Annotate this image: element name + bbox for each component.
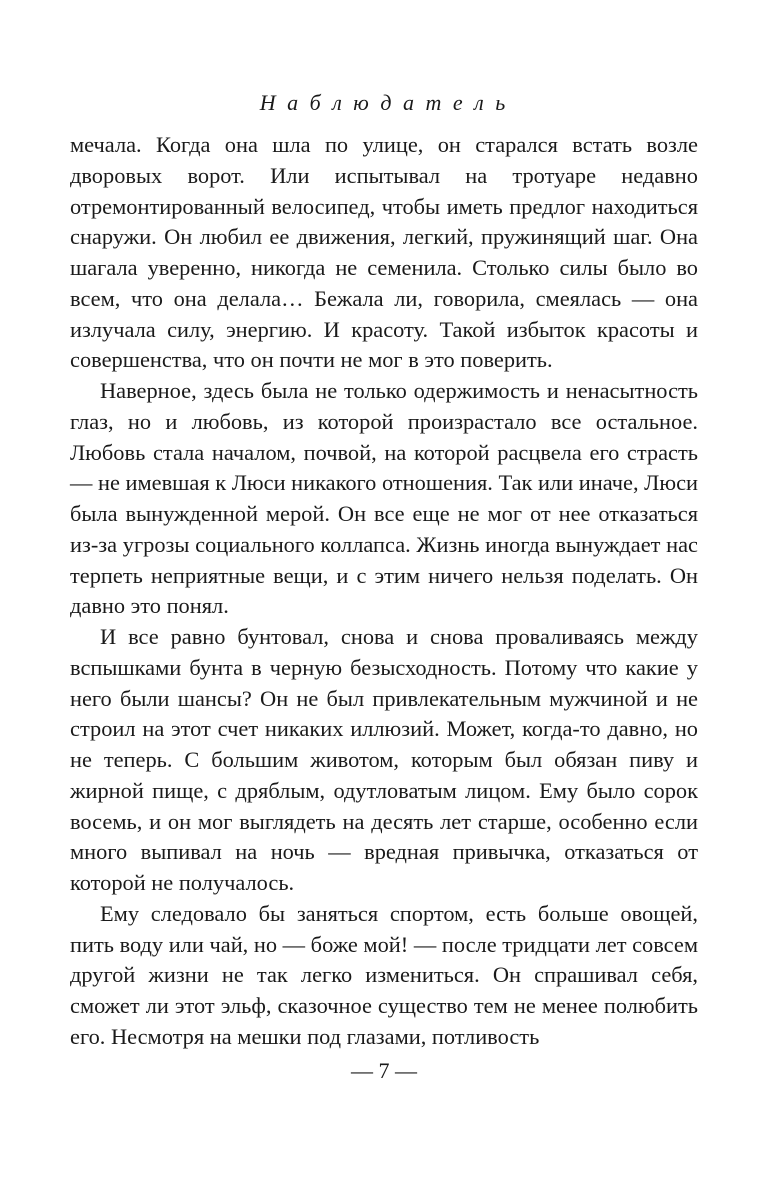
paragraph-4: Ему следовало бы заняться спортом, есть больше овощей, пить воду или чай, но — боже мой! — после тридцати лет совсем другой жизни не так легко измениться. Он спрашивал себя, сможет ли этот эльф, сказочное существо тем не менее полюбить его. Несмотря на мешки под глазами, потливость — [70, 900, 698, 1049]
body-text — [70, 130, 698, 1053]
paragraph-1: мечала. Когда она шла по улице, он старался встать возле дворовых ворот. Или испытывал на тротуаре недавно отремонтированный велосипед, чтобы иметь предлог находиться снаружи. Он любил ее движения, легкий, пружинящий шаг. Она шагала уверенно, никогда не семенила. Столько силы было во всем, что она делала… Бежала ли, говорила, смеялась — она излучала силу, энергию. И красоту. Такой избыток красоты и совершенства, что он почти не мог в это поверить. — [70, 132, 698, 373]
running-head: Н а б л ю д а т е л ь — [259, 90, 509, 115]
page-number: — 7 — — [351, 1058, 417, 1083]
paragraph-2: Наверное, здесь была не только одержимость и ненасытность глаз, но и любовь, из которой произрастало все остальное. Любовь стала началом, почвой, на которой расцвела его страсть — не имевшая к Люси никакого отношения. Так или иначе, Люси была вынужденной мерой. Он все еще не мог от нее отказаться из-за угрозы социального коллапса. Жизнь иногда вынуждает нас терпеть неприятные вещи, и с этим ничего нельзя поделать. Он давно это понял. — [70, 378, 698, 619]
paragraph-3: И все равно бунтовал, снова и снова проваливаясь между вспышками бунта в черную безысходность. Потому что какие у него были шансы? Он не был привлекательным мужчиной и не строил на этот счет никаких иллюзий. Может, когда-то давно, но не теперь. С большим животом, которым был обязан пиву и жирной пище, с дряблым, одутловатым лицом. Ему было сорок восемь, и он мог выглядеть на десять лет старше, особенно если много выпивал на ночь — вредная привычка, отказаться от которой не получалось. — [70, 624, 698, 895]
